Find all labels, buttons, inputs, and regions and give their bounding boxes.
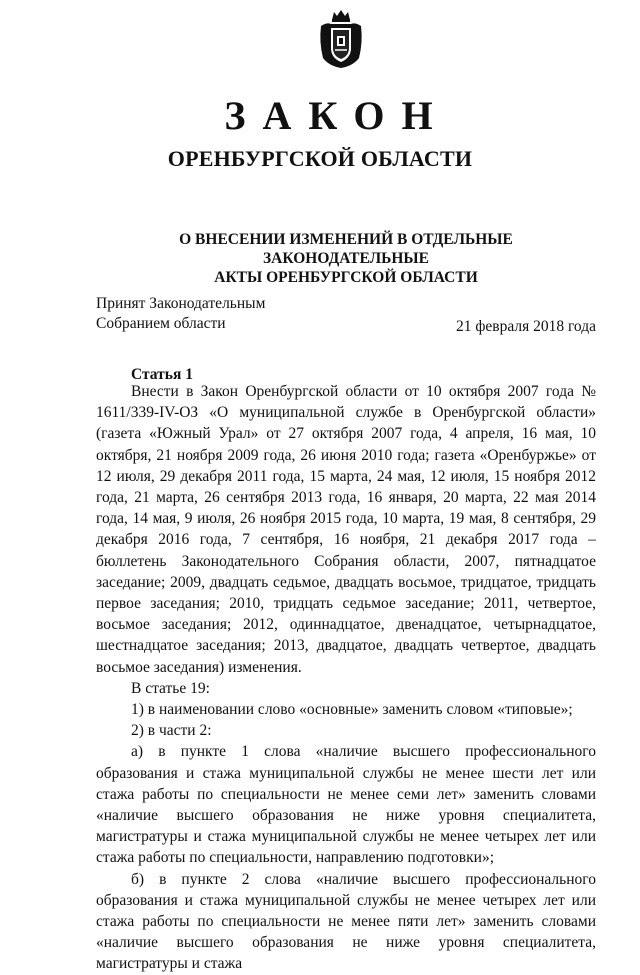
- adoption-line-1: Принят Законодательным: [96, 295, 266, 312]
- article-heading: Статья 1: [131, 366, 193, 383]
- adoption-line-2: Собранием области: [96, 315, 226, 332]
- article-body: [96, 381, 596, 975]
- subject-line-2: АКТЫ ОРЕНБУРГСКОЙ ОБЛАСТИ: [214, 269, 478, 286]
- paragraph: В статье 19:: [131, 679, 210, 697]
- paragraph: 2) в части 2:: [131, 722, 212, 740]
- paragraph: Внести в Закон Оренбургской области от 10 октября 2007 года № 1611/339-IV-ОЗ «О муниципальной службе в Оренбургской области» (газета «Южный Урал» от 27 октября 2007 года, 4 апреля, 16 мая, 10 октября, 21 ноября 2009 года, 26 июня 2010 года; газета «Оренбуржье» от 12 июля, 29 декабря 2011 года, 15 марта, 24 мая, 12 июля, 15 ноября 2012 года, 21 марта, 26 сентября 2013 года, 16 января, 20 марта, 22 мая 2014 года, 14 мая, 9 июля, 26 ноября 2015 года, 10 марта, 19 мая, 8 сентября, 29 декабря 2016 года, 7 сентября, 16 ноября, 21 декабря 2017 года – бюллетень Законодательного Собрания области, 2007, пятнадцатое заседание; 2009, двадцать седьмое, двадцать восьмое, тридцатое, тридцать первое заседания; 2010, тридцать седьмое заседание; 2011, четвертое, восьмое заседания; 2012, одиннадцатое, двенадцатое, четырнадцатое, шестнадцатое заседания; 2013, двадцатое, двадцать четвертое, двадцать восьмое заседания) изменения.: [96, 383, 596, 676]
- paragraph: 1) в наименовании слово «основные» заменить словом «типовые»;: [131, 701, 573, 719]
- adoption-note: [96, 294, 265, 334]
- adoption-date: 21 февраля 2018 года: [455, 318, 596, 335]
- subject-line-1: О ВНЕСЕНИИ ИЗМЕНЕНИЙ В ОТДЕЛЬНЫЕ ЗАКОНОДАТЕЛЬНЫЕ: [179, 231, 513, 267]
- region-title: ОРЕНБУРГСКОЙ ОБЛАСТИ: [167, 146, 473, 171]
- coat-of-arms-icon: [317, 8, 365, 70]
- law-title: ЗАКОН: [224, 93, 450, 138]
- paragraph: б) в пункте 2 слова «наличие высшего профессионального образования и стажа муниципальной службы не менее четырех лет или стажа работы по специальности не менее пяти лет» заменить словами «наличие высшего образования не ниже уровня специалитета, магистратуры и стажа: [96, 870, 596, 973]
- law-subject: [96, 230, 596, 287]
- paragraph: а) в пункте 1 слова «наличие высшего профессионального образования и стажа муниципальной службы не менее шести лет или стажа работы по специальности не менее семи лет» заменить словами «наличие высшего образования не ниже уровня специалитета, магистратуры и стажа муниципальной службы не менее четырех лет или стажа работы по специальности, направлению подготовки»;: [96, 743, 596, 867]
